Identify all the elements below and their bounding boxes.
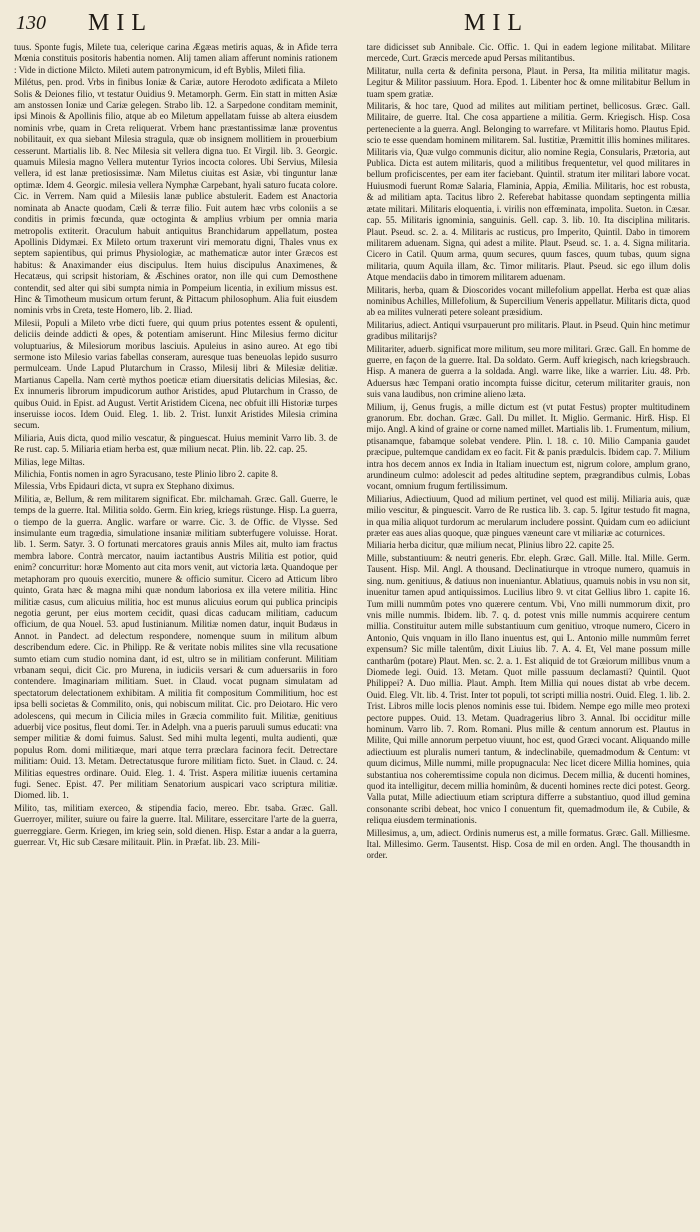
entry-militaris-herba: Militaris, herba, quam & Dioscorides vocant millefolium appellat. Herba est quæ alias nominibus Achilles, Millefolium, & Supercilium Veneris appellatur. Militaris dicta, quod ab ea milites vulnerati petere soleant præsidium. xyxy=(366,284,690,318)
entry-milesii: Milesii, Populi a Mileto vrbe dicti fuere, qui quum prius potentes essent & opulenti, deliciis deinde addicti & opes, & potentiam amiserunt. Hinc Milesius fermo dicitur voluptuarius, & Milesiorum moribus lasciuis. Apuleius in asino aureo. At ego tibi sermone isto Milesio varias fabellas conseram, auresque tuas beneuolas lepido susurro permulceam. Unde Lapud Plutarchum in Crasso, Milesij libri & Milesiæ delitiæ. Martianus Capella. Nam certè mythos poeticæ etiam diuersitatis delicias Milesias, &c. Ex innumeris librorum impudicorum author Aristides, apud Plutarchum in Crasso, de quibus Ouid. in Epist. ad August. Vertit Aristidem Cicena, nec obfuit illi Historiæ turpes inseruisse iocos. Idem Ouid. Eleg. 1. lib. 2. Trist. Iunxit Aristides Milesia crimina secum. xyxy=(14,317,338,431)
left-column xyxy=(14,42,338,1212)
entry-millesimus: Millesimus, a, um, adiect. Ordinis numerus est, a mille formatus. Græc. Gall. Milliesme. Ital. Millesimo. Germ. Tausentst. Hisp. Cosa de mil en orden. Angl. The thousandth in order. xyxy=(366,827,690,861)
entry-militarius: Militarius, adiect. Antiqui vsurpauerunt pro militaris. Plaut. in Pseud. Quin hinc metimur gradibus militarijs? xyxy=(366,319,690,342)
entry-milium: Milium, ij, Genus frugis, a mille dictum est (vt putat Festus) propter multitudinem granorum. Ebr. dochan. Græc. Gall. Du millet. It. Miglio. Germanic. Hirß. Hisp. El mijo. Angl. A kind of graine or corne named millet. Martialis lib. 1. Frumentum, milium, ptisanamque, fabamque solebat vendere. Plin. l. 18. c. 10. Milio Campania gaudet præcipue, pultemque candidam ex eo facit. Fit & panis prædulcis. Ibidem cap. 7. Milium intra hos decem annos ex India in Italiam inuectum est, nigrum colore, amplum grano, arundineum culmo: adolescit ad pedes altitudine septem, prægrandibus culmis, Lobas vocant, omnium frugum fertilissimum. xyxy=(366,401,690,492)
entry-milito: Milito, tas, militiam exerceo, & stipendia facio, mereo. Ebr. tsaba. Græc. Gall. Guerroyer, militer, suiure ou faire la guerre. Ital. Militare, essercitare l'arte de la guerra, guerreggiare. Germ. Kriegen, im krieg sein, sold dienen. Hisp. Estar a andar a la guerra, guerrear. Vt, Hic sub Cæsare militauit. Plin. in Præfat. lib. 23. Mili- xyxy=(14,802,338,848)
page-number: 130 xyxy=(16,12,46,34)
entry-milessia: Milessia, Vrbs Epidauri dicta, vt supra ex Stephano diximus. xyxy=(14,481,235,492)
running-head-left: MIL xyxy=(88,10,153,36)
entry-miliaria: Miliaria, Auis dicta, quod milio vescatur, & pinguescat. Huius meminit Varro lib. 3. de Re rust. cap. 5. Miliaria etiam herba est, quæ milium necat. Plin. lib. 22. cap. 25. xyxy=(14,432,338,455)
two-column-body xyxy=(14,42,690,1212)
entry-mille: Mille, substantiuum: & neutri generis. Ebr. eleph. Græc. Gall. Mille. Ital. Mille. Germ. Tausent. Hisp. Mil. Angl. A thousand. Declinatiurque in vtroque numero, quamuis in sing. num. genitiuus, & datiuus non inueniantur. Ablatiuus, quamuis nobis in vsu non sit, inuenitur tamen apud antiquissimos. Lucilius libro 9. vt citat Gellius libro 1. capite 16. Tum milli nummûm potes vno quærere centum. Vbi, Vno milli nummorum dixit, pro vnis mille nummis. Ibidem. lib. 7. q. d. potest vnis mille nummis acquirere centum millia. Constituitur autem mille substantiuum cum genitiuo, vtroque numero, Cicero in Antonio, Quis vnquam in illo Ilano inuentus est, qui L. Antonio mille nummûm ferret expensum? Sic mille talentûm, dixit Liuius lib. 7. A. 4. Et, Vel mane possum mille cantharûm (potare) Plaut. Men. sc. 2. a. 1. Est aliquid de tot Græiorum millibus vnum a Diomede legi. Ouid. 13. Metam. Quot mille passuum declamasti? Quintil. Quot Philippei? A. Duo millia. Plaut. Amph. Item Millia qui noues distat ab vrbe decem. Ouid. Eleg. Vlt. lib. 4. Trist. Inter tot populi, tot scripti millia nostri. Ouid. Eleg. 1. lib. 2. Trist. Libros mille locis plenos nominis esse tui. Ibidem. Nempe ego mille meo protexi pectore puppes. Ouid. 13. Metam. Quadragerius libro 3. Annal. Ibi occiditur mille hominum. Varro lib. 7. Rom. Romani. Plus mille & centum annorum est. Plautus in Milite, Qui mille annorum perpetuo viuunt, hoc est, quod Græci vocant. Aliquando mille adiectiuum est pluralis numeri tantum, & indeclinabile, quemadmodum & Centum: vt quum dicimus, Mille nummi, mille propugnacula: Nec licet dicere Millia homines, quia substantiua nos coheremtissime copula non dicimus. Decem millia, & ducenti homines, quod ita intelligitur, decem millia hominûm, & ducenti homines recte dici potest. Georg. Valla putat, Mille adiectiuum etiam scriptura differre a substantiuo, quod illud gemina consonante scribi debeat, hoc vnico I conuentum fit, quemadmodum ile, & Cubile, & reliqua eiusdem terminationis. xyxy=(366,552,690,826)
running-head-right: MIL xyxy=(464,10,529,36)
entry-miletus: Milétus, pen. prod. Vrbs in finibus Ioniæ & Cariæ, autore Herodoto ædificata a Mileto Solis & Deiones filio, vt testatur Ouidius 9. Metamorph. Germ. Ein statt in mitten Asiæ am anstossen Ioniæ und Cariæ gelegen. Strabo lib. 12. a Sarpedone conditam meminit, ipsi Minois & Apollinis filio, atque ab eo Miletum appellatam fuisse ab altera eiusdem nominis vrbe, quam in Creta reliquerat. Vrbem hanc præstantissimæ lanæ proventus nobilitauit, ex qua siebant Milesia stragula, quæ ob insignem mollitiem in prouerbium cesserunt. Martialis lib. 8. Nec Milesia sit vellera digna tuo. Et Virgil. lib. 3. Georgic. quamuis Milesia magno Vellera mutentur Tyrios incocta colores. Ubi Servius, Milesia vellera, id est lanæ pretiosissimæ. Nam Miletus ciuitas est Asiæ, vbi tinguntur lanæ optimæ. Idem 4. Georgic. milesia vellera Nymphæ Carpebant, hyali saturo fucata colore. Cic. in Verrem. Nam quid a Milesiis lanæ publice abstulerit. Eadem est Anactoria nominata ab Anacte quodam, Cæli & terræ filio. Fuit autem hæc vrbs coloniis a se conditis in primis fœcunda, quæ octoginta & amplius vrbium per omnia maria metropolis extiterit. Oraculum habuit antiquitus Branchidarum appellatum, postea Apollinis Didymæi. Ex Mileto ortum traxerunt viri memoratu digni, Thales vnus ex septem sapientibus, qui primus Physiologiæ, ac mathematicæ autor inter Græcos est habitus: & Anaximander eius discipulus. Item huius discipulus Anaximenes, & Hecatæus, qui scripsit historiam, & Æschines orator, non ille qui cum Demosthene contendit, sed alter qui sibi sumpta nimia in Pompeium licentia, in exilium missus est. Hinc & Timotheum musicum ortum ferunt, & Pittacum philosophum. Alia fuit eiusdem nominis vrbs in Creta, teste Homero, lib. 2. Iliad. xyxy=(14,77,338,316)
entry-militatur: Militatur, nulla certa & definita persona, Plaut. in Persa, Ita militia militatur magis. Legitur & Militor passiuum. Hora. Epod. 1. Libenter hoc & omne militabitur Bellum in tuam spem gratiæ. xyxy=(366,65,690,99)
column-gutter xyxy=(352,42,353,1212)
entry-militaris: Militaris, & hoc tare, Quod ad milites aut militiam pertinet, bellicosus. Græc. Gall. Militaire, de guerre. Ital. Che cosa appartiene a militia. Germ. Kriegisch. Hisp. Cosa perteneciente a la guerra. Angl. Belonging to warrefare. vt Militaris homo. Plautus Epid. scio te esse quendam hominem militarem. Sal. Iustitiæ, Præmittit illis homines militares. Militaris via, Quæ vulgo communis dicitur, alio nomine Regia, Consularis, Prætoria, aut Publica. Dicta est autem militaris, quod a militibus frequentetur, vel quod militares in bellum proficiscentes, per eam iter faciebant. Quintil. stratum iter militari labore vocat. Huiusmodi fuerunt Romæ Salaria, Flaminia, Appia, Æmilia. Militaris, hoc est robusta, & ad militiam apta. Tacitus libro 2. Referebat habitasse quondam septingenta millia ætate militari. Militaris eloquentia, i. virilis non effœminata, impolita. Sueton. in Cæsar. cap. 55. Militaris ignominia, sanguinis. Gell. cap. 3. lib. 10. Ita disciplina militaris. Plaut. Pseud. sc. 2. a. 4. Militaris ac rusticus, pro Imperito, Quintil. Dabo in timorem militarem aduenam. Signa, qui adest a milite. Plaut. Pseud. sc. 1. a. 4. Signa militaria. Cicero in Catil. Quum arma, quum secures, quum fasces, quum tubas, quum signa militaria, quum Aquila illam, &c. Timor militaris. Plaut. Pseud. sic ego illum dolis Atque mendaciis dabo in timorem militarem aduenam. xyxy=(366,101,690,283)
entry-militia: Militia, æ, Bellum, & rem militarem significat. Ebr. milchamah. Græc. Gall. Guerre, le temps de la guerre. Ital. Militia soldo. Germ. Ein krieg, kriegs rüstunge. Hisp. La guerra, o tiempo de la guerra. Anglic. warfare or warre. Cic. 3. de Offic. de Vlysse. Sed insimulante eum tragœdia, simulatione insaniæ militiam subterfugere voluisse. Horat. lib. 1. Serm. Satyr. 3. O fortunati mercatores grauis annis Miles ait, multo iam fractus membra labore. Contrà mercator, nauim iactantibus Austris Militia est potior, quid enim? concurritur: horæ Momento aut cita mors venit, aut victoria læta. Quandoque per metaphoram pro quouis exercitio, munere & officio sumitur. Cicero ad Atticum libro quinto, Grata hæc & magna mihi quæ nondum laboriosa ex illa vetere militia. Hinc militiæ casus, cum alicuius militia, hoc est munus alicuius eorum qui publica principis negotia gerunt, per eius mortem cecidit, quasi dicas caducam militiam, caducum officium, de qua Nouel. 53. apud Iustinianum. Militiæ nomen datur, inquit Budæus in Annot. in Pandect. ad delectum respondere, nomenque suum in militum album describendum edere. Cic. in Philipp. Re & veritate nobis milites sine vlla recusatione sumto etiam cum studio nomina dant, id est, ultro se in militiam conferunt. Militiam vrbanam sequi, dicit Cic. pro Murena, in iudiciis versari & cum aduersariis in foro contendere. Imaginariam militiam. Suet. in Claud. vocat pugnam simulatam ad spectatorum delectationem exhibitam. A militia fit compositum Commilitium, hoc est ipsa belli societas & Commilito, onis, qui nobiscum militat. Cic. pro Deiotaro. Hic vero adolescens, qui mecum in Cilicia miles in Græcia commilito fuit. Militiæ, genitiuus aduerbij vice positus, fleut domi. Ter. in Adelph. vna a pueris paruuli sumus educati: vna semper militiæ & domi fuimus. Salust. Sed mihi multa legenti, multa audienti, quæ populus Rom. domi militiæque, mari atque terra præclara facinora fecit. Detrectare militiam: Ouid. 13. Metam. Detrectatusque furore militiam ficto. Suet. in Claud. c. 24. Militias equestres ordinare. Ouid. Eleg. 1. 4. Trist. Aspera militiæ iuuenis certamina fugi. Senec. Epist. 47. Per militiam Senatorium auspicari vaco scriptura militiæ. Diomed. lib. 1. xyxy=(14,493,338,801)
entry-miliarius: Miliarius, Adiectiuum, Quod ad milium pertinet, vel quod est milij. Miliaria auis, quæ milio vescitur, & pinguescit. Varro de Re rustica lib. 3. cap. 5. Igitur testudo fit magna, in qua milia aliquot turdorum ac merularum includere possint. Quidam cum eo adiiciunt præter eas aues alias quoque, quæ pingues væneunt care vt miliariæ ac coturnices. xyxy=(366,493,690,539)
entry-militariter: Militariter, aduerb. significat more militum, seu more militari. Græc. Gall. En homme de guerre, en façon de la guerre. Ital. Da soldato. Germ. Auff kriegisch, nach kriegsbrauch. Hisp. A manera de guerra a la soldada. Angl. warre like, like a warrier. Liu. 48. Prb. Aduersus hæc Tempani oratio incompta fuisse dicitur, ceterum militariter grauis, non suis vana laudibus, non crimine alieno læta. xyxy=(366,343,690,400)
entry-milito-continued: tare didicisset sub Annibale. Cic. Offic. 1. Qui in eadem legione militabat. Militare mercede, Curt. Græcis mercede apud Persas militantibus. xyxy=(366,42,690,64)
entry-milichia: Milichia, Fontis nomen in agro Syracusano, teste Plinio libro 2. capite 8. xyxy=(14,469,278,480)
page-header xyxy=(14,8,690,42)
right-column xyxy=(367,42,691,1212)
entry-miletus-continued: tuus. Sponte fugis, Milete tua, celerique carina Ægæas metiris aquas, & in Afide terra Mœnia constituis positoris habentia nomen. Alij tamen aliam afferunt nominis rationem : Vide in dictione Milcto. Mileti autem patronymicum, id eft Byblis, Mileti filia. xyxy=(14,42,338,75)
entry-milias: Milias, lege Miltas. xyxy=(14,456,85,467)
entry-miliaria-herba: Miliaria herba dicitur, quæ milium necat, Plinius libro 22. capite 25. xyxy=(366,540,615,551)
